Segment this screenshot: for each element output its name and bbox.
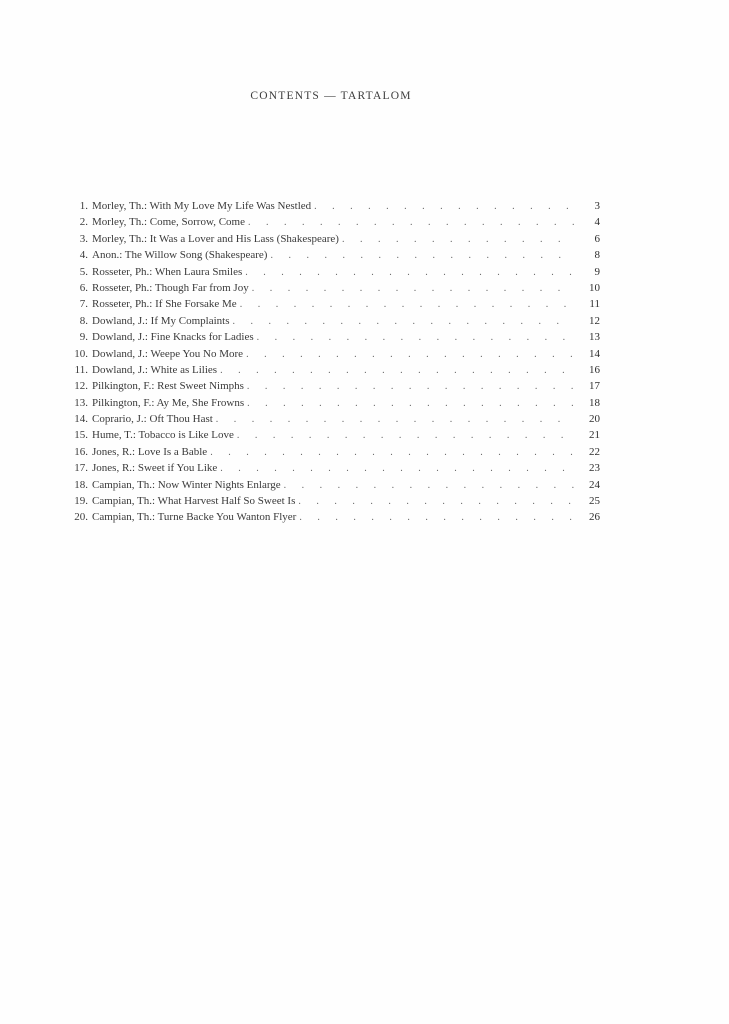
toc-entry	[66, 509, 600, 525]
toc-entry	[66, 231, 600, 247]
entry-page-number: 18	[589, 396, 600, 409]
entry-title: Campian, Th.: What Harvest Half So Sweet Is	[92, 495, 296, 508]
entry-page-number: 9	[594, 265, 600, 278]
dot-leader	[240, 297, 574, 313]
entry-number: 7.	[79, 298, 88, 311]
toc-entry	[66, 247, 600, 263]
toc-entry	[66, 313, 600, 329]
entry-page-number: 6	[594, 232, 600, 245]
dot-leader	[314, 199, 574, 215]
entry-page-number: 22	[589, 445, 600, 458]
entry-number: 3.	[79, 232, 88, 245]
dot-leader	[257, 330, 574, 346]
dot-leader	[220, 363, 574, 379]
dot-leader	[298, 494, 574, 510]
toc-entry	[66, 214, 600, 230]
entry-title: Morley, Th.: Come, Sorrow, Come	[92, 216, 245, 229]
entry-title: Dowland, J.: Fine Knacks for Ladies	[92, 331, 254, 344]
entry-title: Pilkington, F.: Rest Sweet Nimphs	[92, 380, 244, 393]
entry-title: Hume, T.: Tobacco is Like Love	[92, 429, 234, 442]
toc-entry	[66, 395, 600, 411]
entry-page-number: 13	[589, 331, 600, 344]
entry-number: 6.	[79, 281, 88, 294]
entry-page-number: 25	[589, 495, 600, 508]
entry-number: 11.	[74, 363, 88, 376]
toc-entry	[66, 460, 600, 476]
entry-number: 12.	[74, 380, 88, 393]
entry-title: Dowland, J.: If My Complaints	[92, 314, 230, 327]
dot-leader	[216, 412, 574, 428]
entry-title: Rosseter, Ph.: Though Far from Joy	[92, 281, 249, 294]
entry-page-number: 12	[589, 314, 600, 327]
entry-page-number: 21	[589, 429, 600, 442]
entry-page-number: 10	[589, 281, 600, 294]
entry-page-number: 26	[589, 511, 600, 524]
dot-leader	[270, 248, 574, 264]
page-title: CONTENTS — TARTALOM	[250, 90, 412, 102]
dot-leader	[284, 478, 574, 494]
dot-leader	[220, 461, 574, 477]
entry-number: 18.	[74, 478, 88, 491]
toc-entry	[66, 296, 600, 312]
toc-entry	[66, 477, 600, 493]
entry-page-number: 24	[589, 478, 600, 491]
entry-number: 20.	[74, 511, 88, 524]
entry-title: Rosseter, Ph.: If She Forsake Me	[92, 298, 237, 311]
toc-entry	[66, 493, 600, 509]
entry-title: Dowland, J.: White as Lilies	[92, 363, 218, 376]
entry-number: 5.	[79, 265, 88, 278]
toc-entry	[66, 346, 600, 362]
toc-entry	[66, 427, 600, 443]
dot-leader	[237, 428, 574, 444]
entry-title: Jones, R.: Sweet if You Like	[92, 462, 218, 475]
table-of-contents	[66, 198, 600, 526]
entry-number: 9.	[79, 331, 88, 344]
toc-entry	[66, 362, 600, 378]
toc-entry	[66, 411, 600, 427]
entry-title: Coprario, J.: Oft Thou Hast	[92, 413, 213, 426]
dot-leader	[252, 281, 574, 297]
entry-title: Dowland, J.: Weepe You No More	[92, 347, 244, 360]
entry-number: 19.	[74, 495, 88, 508]
dot-leader	[248, 215, 574, 231]
dot-leader	[245, 265, 574, 281]
toc-entry	[66, 280, 600, 296]
toc-entry	[66, 444, 600, 460]
entry-page-number: 14	[589, 347, 600, 360]
entry-number: 2.	[79, 216, 88, 229]
entry-number: 14.	[74, 413, 88, 426]
entry-title: Morley, Th.: It Was a Lover and His Lass (Shakespeare)	[92, 232, 339, 245]
entry-page-number: 8	[594, 249, 600, 262]
dot-leader	[233, 314, 575, 330]
entry-number: 17.	[74, 462, 88, 475]
entry-number: 13.	[74, 396, 88, 409]
entry-number: 10.	[74, 347, 88, 360]
dot-leader	[247, 396, 574, 412]
dot-leader	[246, 347, 574, 363]
entry-number: 8.	[79, 314, 88, 327]
entry-page-number: 20	[589, 413, 600, 426]
entry-number: 16.	[74, 445, 88, 458]
entry-number: 4.	[79, 249, 88, 262]
dot-leader	[210, 445, 574, 461]
toc-entry	[66, 329, 600, 345]
toc-entry	[66, 378, 600, 394]
toc-entry	[66, 264, 600, 280]
entry-page-number: 17	[589, 380, 600, 393]
entry-number: 1.	[79, 200, 88, 212]
entry-page-number: 3	[594, 200, 600, 212]
dot-leader	[342, 232, 574, 248]
entry-number: 15.	[74, 429, 88, 442]
entry-title: Pilkington, F.: Ay Me, She Frowns	[92, 396, 245, 409]
entry-title: Morley, Th.: With My Love My Life Was Nestled	[92, 200, 312, 212]
entry-title: Rosseter, Ph.: When Laura Smiles	[92, 265, 243, 278]
entry-title: Campian, Th.: Now Winter Nights Enlarge	[92, 478, 281, 491]
entry-page-number: 11	[589, 298, 600, 311]
entry-page-number: 4	[594, 216, 600, 229]
dot-leader	[299, 510, 574, 526]
entry-title: Jones, R.: Love Is a Bable	[92, 445, 208, 458]
entry-page-number: 23	[589, 462, 600, 475]
entry-title: Anon.: The Willow Song (Shakespeare)	[92, 249, 268, 262]
entry-page-number: 16	[589, 363, 600, 376]
toc-entry	[66, 198, 600, 214]
dot-leader	[247, 379, 574, 395]
entry-title: Campian, Th.: Turne Backe You Wanton Flyer	[92, 511, 297, 524]
